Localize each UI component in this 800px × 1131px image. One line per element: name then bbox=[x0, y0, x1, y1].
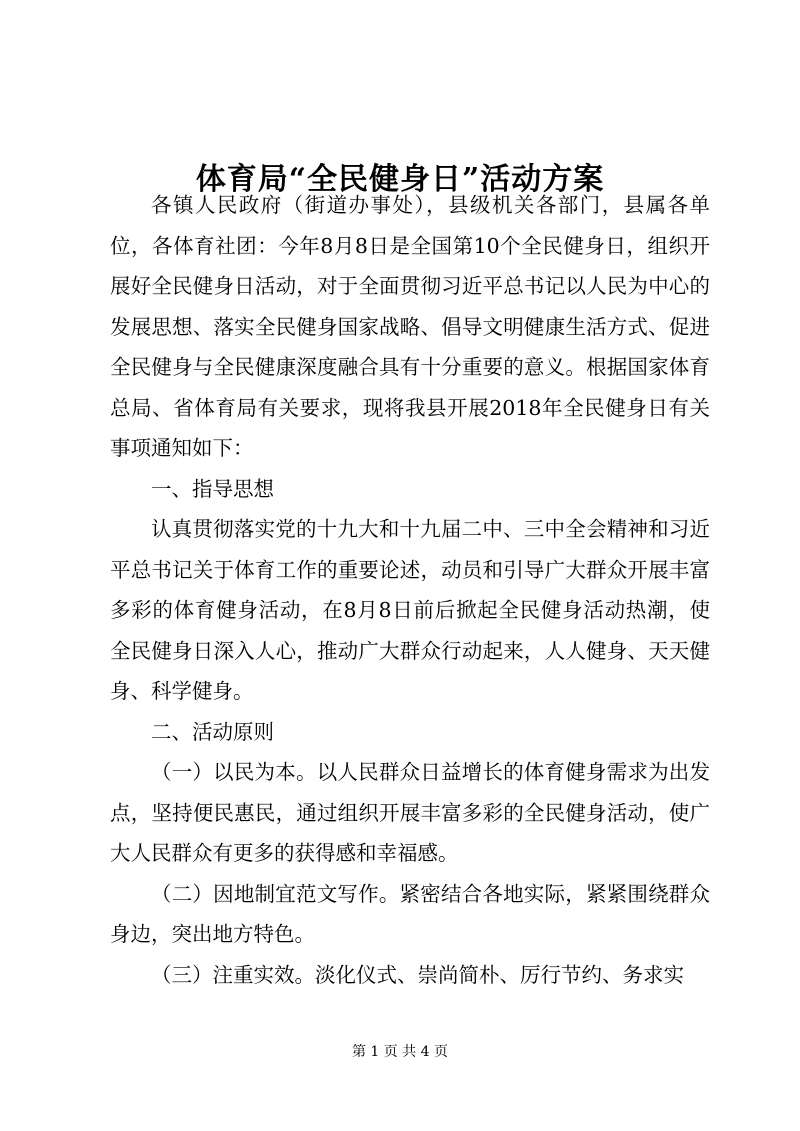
paragraph-principle-3: （三）注重实效。淡化仪式、崇尚简朴、厉行节约、务求实 bbox=[151, 962, 684, 987]
paragraph-principle-1: （一）以民为本。以人民群众日益增长的体育健身需求为出发点，坚持便民惠民，通过组织开展丰富多彩的全民健身活动，使广大人民群众有更多的获得感和幸福感。 bbox=[110, 760, 710, 865]
section-heading-guiding-ideology: 一、指导思想 bbox=[151, 476, 274, 501]
paragraph-principle-2: （二）因地制宜范文写作。紧密结合各地实际，紧紧围绕群众身边，突出地方特色。 bbox=[110, 881, 710, 946]
section-heading-activity-principles: 二、活动原则 bbox=[151, 719, 274, 744]
paragraph-intro: 各镇人民政府（街道办事处），县级机关各部门，县属各单位，各体育社团：今年8月8日是全国第10个全民健身日，组织开展好全民健身日活动，对于全面贯彻习近平总书记以人民为中心的发展思想、落实全民健身国家战略、倡导文明健康生活方式、促进全民健身与全民健康深度融合具有十分重要的意义。根据国家体育总局、省体育局有关要求，现将我县开展2018年全民健身日有关事项通知如下： bbox=[110, 193, 710, 460]
paragraph-guiding-ideology: 认真贯彻落实党的十九大和十九届二中、三中全会精神和习近平总书记关于体育工作的重要论述，动员和引导广大群众开展丰富多彩的体育健身活动，在8月8日前后掀起全民健身活动热潮，使全民健身日深入人心，推动广大群众行动起来，人人健身、天天健身、科学健身。 bbox=[110, 517, 710, 703]
document-title: 体育局“全民健身日”活动方案 bbox=[195, 162, 605, 198]
page-number-footer: 第 1 页 共 4 页 bbox=[351, 1044, 449, 1060]
document-body bbox=[110, 185, 710, 995]
